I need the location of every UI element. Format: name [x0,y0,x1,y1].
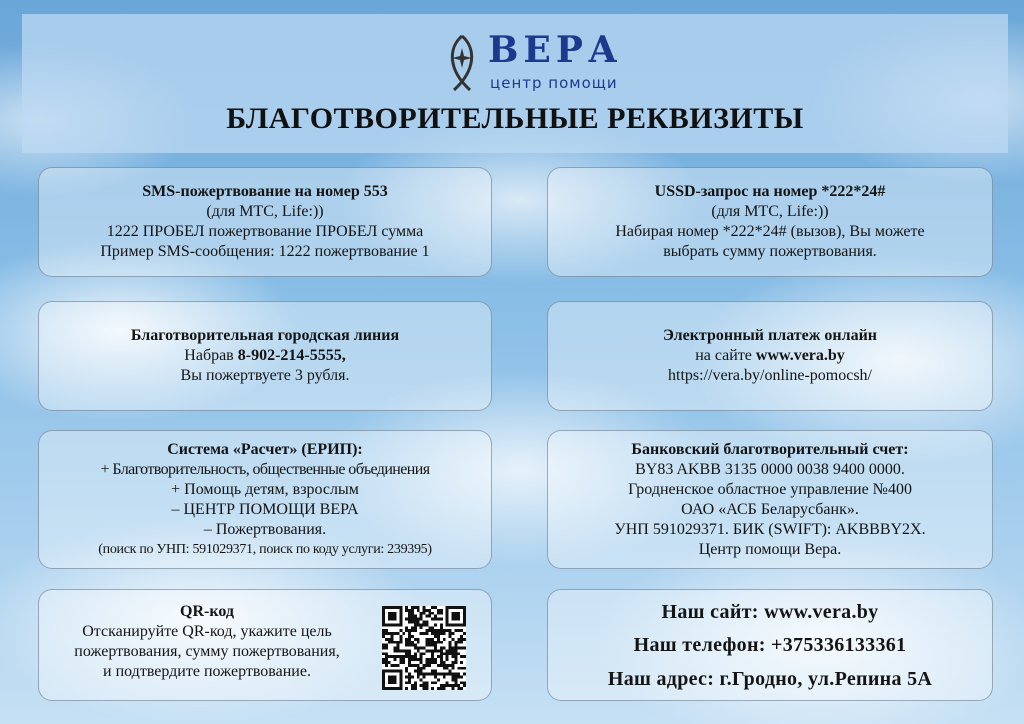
logo-subtitle: центр помощи [490,74,618,92]
erip-search-note: (поиск по УНП: 591029371, поиск по коду услуги: 239395) [98,541,432,557]
qr-line: и подтвердите пожертвование. [103,663,311,680]
contact-address: Наш адрес: г.Гродно, ул.Репина 5А [607,667,933,690]
ussd-title: USSD-запрос на номер *222*24# [654,183,886,200]
ussd-line: Набирая номер *222*24# (вызов), Вы можете [615,223,925,240]
sms-card [38,167,492,277]
erip-line: + Благотворительность, общественные объединения [100,460,430,478]
qr-line: пожертвования, сумму пожертвования, [74,643,340,660]
city-line-text: Вы пожертвуете 3 рубля. [180,367,350,384]
city-line-title: Благотворительная городская линия [130,327,400,344]
erip-card [38,430,492,569]
online-site-link[interactable]: www.vera.by [755,347,845,364]
ussd-line: (для МТС, Life:)) [711,203,829,220]
online-title: Электронный платеж онлайн [662,327,877,344]
bank-line: Центр помощи Вера. [698,540,842,558]
contact-phone[interactable]: Наш телефон: +375336133361 [633,634,907,656]
qr-card [38,589,492,701]
qr-text [47,602,367,682]
qr-title: QR-код [180,603,234,620]
erip-line: – ЦЕНТР ПОМОЩИ ВЕРА [171,500,359,518]
logo-name: ВЕРА [488,29,623,71]
online-prefix: на сайте [695,347,756,364]
sms-line: 1222 ПРОБЕЛ пожертвование ПРОБЕЛ сумма [106,223,424,240]
online-site-line [548,346,992,366]
contact-site[interactable]: Наш сайт: www.vera.by [661,600,879,623]
sms-line: Пример SMS-сообщения: 1222 пожертвование 1 [100,243,430,260]
logo [442,24,642,98]
bank-line: УНП 591029371. БИК (SWIFT): AKBBBY2X. [614,520,926,538]
bank-card [547,430,993,569]
bank-line: BY83 AKBB 3135 0000 0038 9400 0000. [635,460,905,478]
city-line-phone-line [39,346,491,366]
erip-line: + Помощь детям, взрослым [171,480,359,498]
contacts-card [547,589,993,701]
city-line-phone: 8-902-214-5555, [237,347,346,364]
qr-line: Отсканируйте QR-код, укажите цель [82,623,332,640]
online-card [547,301,993,411]
city-line-card [38,301,492,411]
online-url-link[interactable]: https://vera.by/online-pomocsh/ [668,367,872,384]
bank-line: ОАО «АСБ Беларусбанк». [681,500,859,518]
ussd-line: выбрать сумму пожертвования. [663,243,877,260]
qr-code-icon[interactable] [382,606,466,690]
bank-title: Банковский благотворительный счет: [631,440,909,458]
page-title: БЛАГОТВОРИТЕЛЬНЫЕ РЕКВИЗИТЫ [226,102,804,135]
bank-line: Гродненское областное управление №400 [628,480,912,498]
fish-cross-icon [442,32,482,94]
sms-line: (для МТС, Life:)) [206,203,324,220]
ussd-card [547,167,993,277]
erip-title: Система «Расчет» (ЕРИП): [167,440,363,458]
city-line-prefix: Набрав [184,347,238,364]
erip-line: – Пожертвования. [203,520,327,538]
header-banner [22,14,1008,153]
sms-title: SMS-пожертвование на номер 553 [142,183,388,200]
